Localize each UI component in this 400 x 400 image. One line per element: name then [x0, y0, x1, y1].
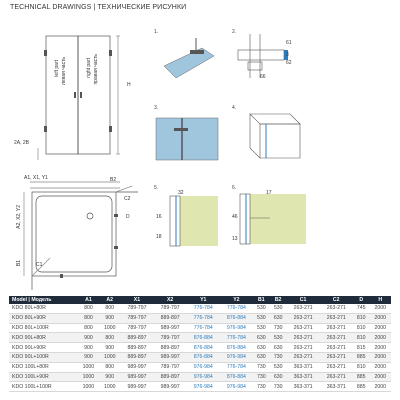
table-cell: 2000	[370, 372, 391, 382]
table-cell: 263-271	[320, 313, 353, 323]
column-header: C1	[287, 296, 320, 304]
table-row	[9, 333, 391, 343]
column-header: C2	[320, 296, 353, 304]
table-cell: 263-271	[320, 323, 353, 333]
table-cell: 730	[270, 323, 287, 333]
dim-value: 62	[286, 60, 292, 66]
table-cell: 2000	[370, 352, 391, 362]
table-cell: 800	[78, 304, 99, 313]
spec-table	[9, 296, 391, 392]
table-cell: 789-797	[120, 304, 153, 313]
table-cell: 800	[99, 304, 120, 313]
detail-panel-6	[230, 184, 310, 248]
table-cell: 530	[270, 362, 287, 372]
column-header: D	[353, 296, 370, 304]
model-cell: KDO 90L+80R	[9, 333, 78, 343]
table-cell: 1000	[99, 323, 120, 333]
table-cell: 800	[99, 333, 120, 343]
table-cell: 263-271	[287, 352, 320, 362]
detail-number: 6.	[232, 185, 237, 191]
dim-value: 61	[286, 40, 292, 46]
column-header: B1	[253, 296, 270, 304]
height-label: H	[127, 82, 131, 88]
table-cell: 363-371	[287, 372, 320, 382]
table-cell: 876-884	[187, 352, 220, 362]
table-cell: 976-984	[220, 323, 253, 333]
right-part-label: right part	[86, 58, 92, 78]
table-cell: 776-784	[220, 304, 253, 313]
table-cell: 263-271	[320, 372, 353, 382]
table-cell: 776-784	[187, 304, 220, 313]
table-cell: 810	[353, 333, 370, 343]
table-cell: 989-997	[120, 362, 153, 372]
model-cell: KDO 100L+100R	[9, 382, 78, 392]
table-body	[9, 304, 391, 392]
table-cell: 263-271	[287, 333, 320, 343]
table-cell: 363-371	[287, 362, 320, 372]
table-cell: 900	[99, 313, 120, 323]
table-cell: 530	[270, 304, 287, 313]
table-cell: 989-997	[154, 323, 187, 333]
c1-label: C1	[36, 262, 43, 268]
dim-value: 66	[260, 74, 266, 80]
table-cell: 263-271	[287, 343, 320, 353]
right-part-ru-label: правая часть	[93, 54, 99, 85]
table-cell: 2000	[370, 343, 391, 353]
table-cell: 630	[270, 372, 287, 382]
table-cell: 730	[253, 362, 270, 372]
table-cell: 876-884	[220, 343, 253, 353]
left-part-label: left part	[54, 60, 60, 77]
model-cell: KDO 100L+90R	[9, 372, 78, 382]
page-title: TECHNICAL DRAWINGS | ТЕХНИЧЕСКИЕ РИСУНКИ	[10, 4, 187, 11]
table-cell: 263-271	[320, 352, 353, 362]
table-cell: 530	[253, 323, 270, 333]
table-row	[9, 304, 391, 313]
table-cell: 363-371	[320, 382, 353, 392]
table-cell: 976-984	[187, 362, 220, 372]
table-cell: 885	[353, 382, 370, 392]
table-cell: 2000	[370, 333, 391, 343]
column-header: A1	[78, 296, 99, 304]
table-cell: 800	[78, 313, 99, 323]
table-row	[9, 352, 391, 362]
table-cell: 976-984	[187, 372, 220, 382]
dim-value: 16	[156, 214, 162, 220]
dim-value: 13	[232, 236, 238, 242]
detail-number: 3.	[154, 105, 159, 111]
table-cell: 889-897	[120, 333, 153, 343]
table-cell: 630	[270, 313, 287, 323]
table-cell: 989-997	[154, 382, 187, 392]
table-cell: 263-271	[320, 362, 353, 372]
column-header: X1	[120, 296, 153, 304]
table-cell: 2000	[370, 323, 391, 333]
table-header-row	[9, 296, 391, 304]
table-cell: 2000	[370, 362, 391, 372]
detail-2-illustration	[230, 28, 310, 84]
dim-value: 3	[286, 52, 289, 58]
table-cell: 1000	[78, 382, 99, 392]
detail-number: 1.	[154, 29, 159, 35]
detail-number: 5.	[154, 185, 159, 191]
table-cell: 530	[253, 304, 270, 313]
table-row	[9, 372, 391, 382]
table-row	[9, 382, 391, 392]
table-cell: 263-271	[320, 333, 353, 343]
detail-panel-4	[230, 104, 310, 166]
table-cell: 263-271	[287, 313, 320, 323]
table-cell: 810	[353, 323, 370, 333]
table-cell: 630	[253, 352, 270, 362]
table-cell: 810	[353, 313, 370, 323]
side-dims-label: A2, X2, Y2	[16, 205, 22, 229]
model-cell: KDO 100L+80R	[9, 362, 78, 372]
top-dims-label: A1, X1, Y1	[24, 175, 48, 181]
table-row	[9, 343, 391, 353]
table-cell: 1000	[78, 372, 99, 382]
detail-3-illustration	[152, 104, 222, 166]
table-cell: 810	[353, 362, 370, 372]
table-cell: 900	[99, 372, 120, 382]
column-header: B2	[270, 296, 287, 304]
b2-label: B2	[110, 177, 117, 183]
table-cell: 885	[353, 352, 370, 362]
table-cell: 1000	[99, 382, 120, 392]
table-cell: 900	[78, 352, 99, 362]
table-cell: 263-271	[320, 343, 353, 353]
table-cell: 889-897	[154, 372, 187, 382]
table-cell: 776-784	[187, 323, 220, 333]
dim-value: 18	[156, 234, 162, 240]
table-cell: 730	[253, 382, 270, 392]
table-cell: 745	[353, 304, 370, 313]
column-header: X2	[154, 296, 187, 304]
table-cell: 876-884	[220, 313, 253, 323]
column-header: H	[370, 296, 391, 304]
column-header: Y2	[220, 296, 253, 304]
table-cell: 263-271	[287, 304, 320, 313]
table-cell: 876-884	[220, 372, 253, 382]
table-cell: 363-371	[287, 382, 320, 392]
table-cell: 630	[270, 343, 287, 353]
table-cell: 263-271	[287, 323, 320, 333]
table-cell: 1000	[99, 352, 120, 362]
table-row	[9, 313, 391, 323]
table-cell: 976-984	[187, 382, 220, 392]
detail-panel-1	[152, 28, 222, 84]
table-cell: 876-884	[187, 333, 220, 343]
table-cell: 900	[99, 343, 120, 353]
detail-panel-2	[230, 28, 310, 84]
table-cell: 2000	[370, 304, 391, 313]
table-cell: 876-884	[187, 343, 220, 353]
detail-5-illustration	[152, 184, 222, 248]
table-cell: 800	[99, 362, 120, 372]
table-cell: 789-797	[154, 362, 187, 372]
column-header: Y1	[187, 296, 220, 304]
table-cell: 730	[253, 372, 270, 382]
table-cell: 800	[78, 323, 99, 333]
table-row	[9, 362, 391, 372]
table-cell: 789-797	[154, 333, 187, 343]
detail-panel-3	[152, 104, 222, 166]
column-header: Model | Модель	[9, 296, 78, 304]
table-cell: 2000	[370, 313, 391, 323]
table-cell: 630	[253, 343, 270, 353]
table-cell: 900	[78, 333, 99, 343]
table-cell: 815	[353, 343, 370, 353]
detail-number: 2.	[232, 29, 237, 35]
table-cell: 989-997	[120, 382, 153, 392]
table-cell: 263-271	[320, 304, 353, 313]
table-cell: 530	[253, 313, 270, 323]
detail-4-illustration	[230, 104, 310, 166]
dim-value: 17	[266, 190, 272, 196]
d-label: D	[126, 214, 130, 220]
c2-label: C2	[124, 196, 131, 202]
model-cell: KDO 80L+100R	[9, 323, 78, 333]
dim-value: 32	[178, 190, 184, 196]
table-cell: 989-997	[120, 372, 153, 382]
table-cell: 630	[253, 333, 270, 343]
table-cell: 776-784	[187, 313, 220, 323]
left-part-ru-label: левая часть	[61, 57, 67, 85]
table-cell: 730	[270, 382, 287, 392]
column-header: A2	[99, 296, 120, 304]
detail-panel-5	[152, 184, 222, 248]
table-row	[9, 323, 391, 333]
table-cell: 789-797	[120, 323, 153, 333]
table-cell: 1000	[78, 362, 99, 372]
table-cell: 889-897	[154, 343, 187, 353]
table-cell: 789-797	[154, 304, 187, 313]
table-cell: 776-784	[220, 333, 253, 343]
table-cell: 900	[78, 343, 99, 353]
table-cell: 889-897	[120, 343, 153, 353]
table-cell: 789-797	[120, 313, 153, 323]
model-cell: KDO 80L+80R	[9, 304, 78, 313]
table-cell: 776-784	[220, 362, 253, 372]
table-cell: 989-997	[154, 352, 187, 362]
plan-view-drawing	[20, 176, 140, 292]
table-cell: 889-897	[154, 313, 187, 323]
detail-1-illustration	[152, 28, 222, 84]
table-cell: 976-984	[220, 352, 253, 362]
model-cell: KDO 90L+90R	[9, 343, 78, 353]
model-cell: KDO 90L+100R	[9, 352, 78, 362]
table-cell: 2000	[370, 382, 391, 392]
table-cell: 976-984	[220, 382, 253, 392]
model-cell: KDO 80L+90R	[9, 313, 78, 323]
table-cell: 889-897	[120, 352, 153, 362]
table-cell: 885	[353, 372, 370, 382]
detail-number: 4.	[232, 105, 237, 111]
table-cell: 730	[270, 352, 287, 362]
table-cell: 530	[270, 333, 287, 343]
tolerance-label: 2A, 2B	[14, 140, 30, 146]
dim-value: 46	[232, 214, 238, 220]
b1-label: B1	[16, 260, 22, 267]
